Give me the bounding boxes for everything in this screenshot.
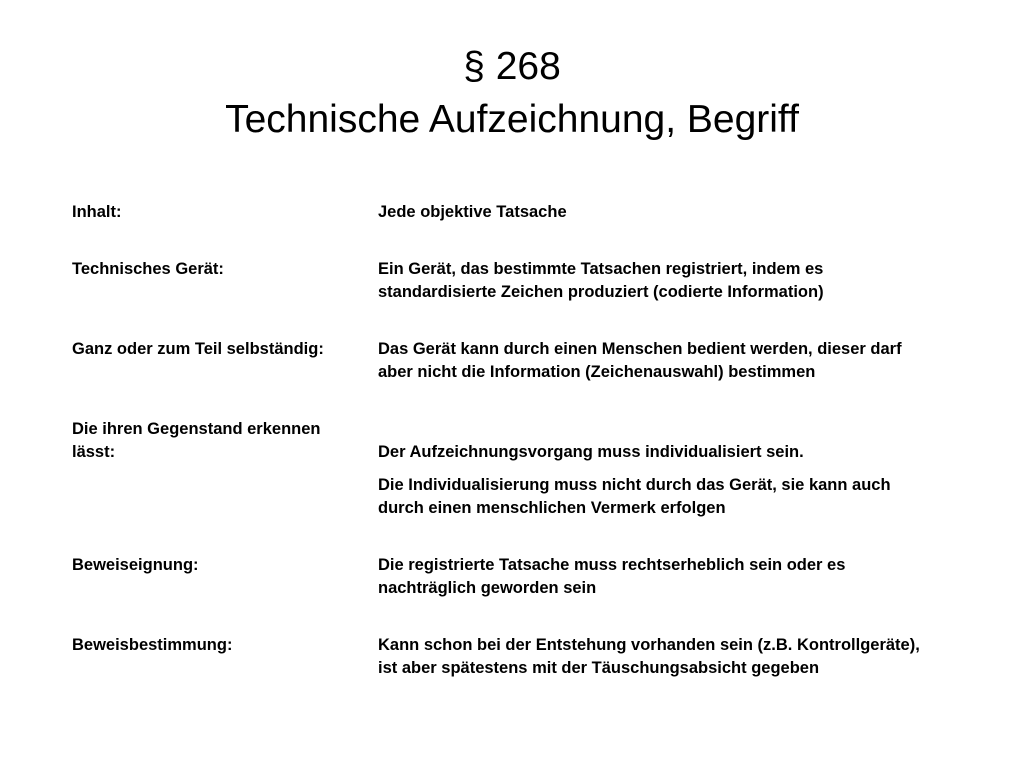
term-label-line: Die ihren Gegenstand erkennen (72, 420, 321, 438)
term-label-line: lässt: (72, 443, 116, 461)
description-line: Kann schon bei der Entstehung vorhanden sein (z.B. Kontrollgeräte), (378, 636, 920, 654)
term-description (378, 634, 978, 680)
term-label: Beweiseignung: (72, 556, 199, 574)
description-line: Der Aufzeichnungsvorgang muss individualisiert sein. (378, 443, 804, 461)
description-line: standardisierte Zeichen produziert (codierte Information) (378, 283, 824, 301)
title-heading: Technische Aufzeichnung, Begriff (225, 98, 799, 141)
term-description (378, 201, 978, 224)
description-line: ist aber spätestens mit der Täuschungsabsicht gegeben (378, 659, 820, 677)
term-description (378, 338, 978, 384)
term-description (378, 554, 978, 600)
term-description (378, 258, 978, 304)
description-line: Ein Gerät, das bestimmte Tatsachen registriert, indem es (378, 260, 824, 278)
description-line: Jede objektive Tatsache (378, 203, 567, 221)
description-line: Die registrierte Tatsache muss rechtserheblich sein oder es (378, 556, 846, 574)
description-line: durch einen menschlichen Vermerk erfolgen (378, 499, 726, 517)
term-description (378, 441, 978, 464)
title-section-number: § 268 (463, 45, 561, 88)
description-line: Das Gerät kann durch einen Menschen bedient werden, dieser darf (378, 340, 902, 358)
slide-title (0, 40, 1024, 146)
term-description-extra (378, 474, 978, 520)
term-label (72, 418, 372, 464)
description-line: Die Individualisierung muss nicht durch das Gerät, sie kann auch (378, 476, 891, 494)
description-line: aber nicht die Information (Zeichenauswahl) bestimmen (378, 363, 816, 381)
term-label: Beweisbestimmung: (72, 636, 233, 654)
term-label: Technisches Gerät: (72, 260, 224, 278)
term-label: Ganz oder zum Teil selbständig: (72, 340, 324, 358)
term-label: Inhalt: (72, 203, 122, 221)
description-line: nachträglich geworden sein (378, 579, 597, 597)
